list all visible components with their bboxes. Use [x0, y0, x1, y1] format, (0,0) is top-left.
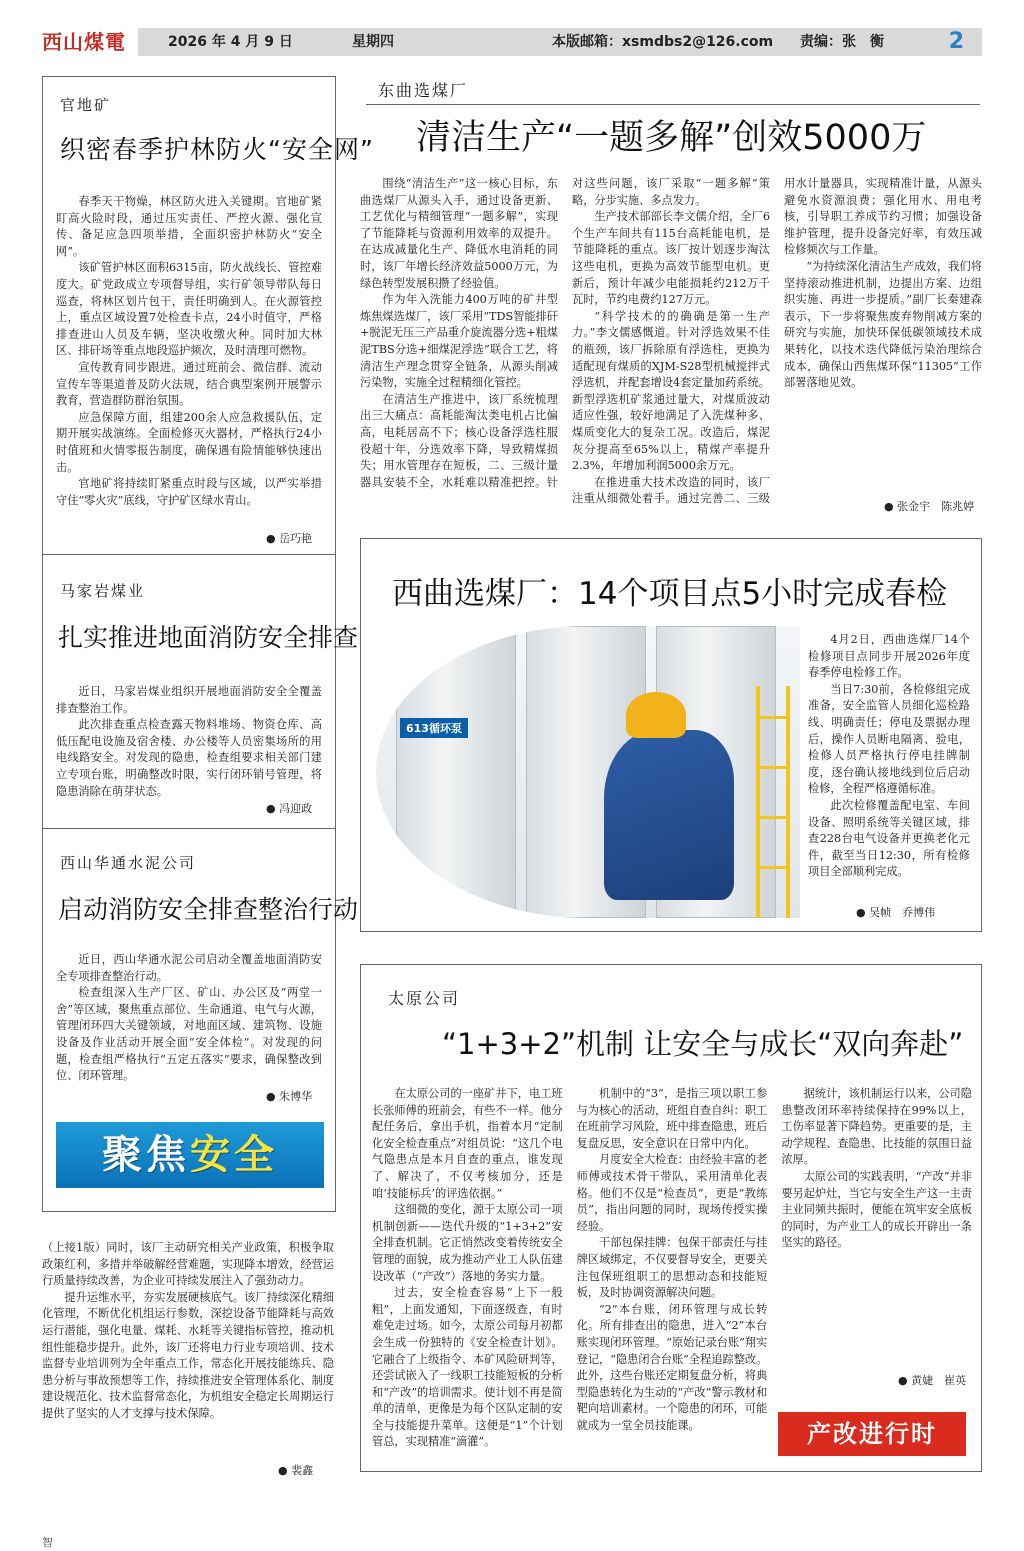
editor-name: 责编：张 衡: [800, 34, 884, 50]
paragraph: “科学技术的的确确是第一生产力。”李文儒感慨道。针对浮选效果不佳的瓶颈，该厂拆除原有浮选柱，更换为适配现有煤质的XJM-S28型机械搅拌式浮选机，并配套增设4套定量加药系统。新型浮选机矿浆通过量大，对煤质波动适应性强，较好地满足了入洗煤种多、煤质变化大的复杂工况。改造后，煤泥灰分提高至65%以上，精煤产率提升2.3%，年增加利润5000余万元。: [572, 309, 770, 473]
divider: [42, 828, 336, 829]
paragraph: “2”本台账，闭环管理与成长转化。所有排查出的隐患，进入“2”本台账实现闭环管理。“原始记录台账”翔实登记，“隐患闭合台账”全程追踪整改。此外，这些台账还定期复盘分析，将典型隐患转化为生动的“产改”警示教材和靶向培训素材。一个隐患的闭环，可能就成为一堂全员技能课。: [576, 1302, 768, 1432]
paragraph: 据统计，该机制运行以来，公司隐患整改闭环率持续保持在99%以上，工伤率显著下降趋势。更重要的是，主动学规程、查隐患、比技能的氛围日益浓厚。: [781, 1087, 972, 1167]
paragraph: 在太原公司的一座矿井下，电工班长张师傅的班前会，有些不一样。他分配任务后，拿出手机，指着本月“定制化安全检查重点”对组员说：“这几个电气隐患点是本月自查的重点，谁发现了、解决了，不仅考核加分，还是咱‘技能标兵’的评选依据。”: [372, 1087, 563, 1200]
majiayan-headline: 扎实推进地面消防安全排查: [58, 623, 359, 652]
paragraph: 月度安全大检查：由经验丰富的老师傅或技术骨干带队，采用清单化表格。他们不仅是“检查员”，更是“教练员”，指出问题的同时，现场传授实操经验。: [576, 1153, 768, 1233]
paragraph: 春季天干物燥，林区防火进入关键期。官地矿紧盯高火险时段，通过压实责任、严控火源、强化宣传、备足应急四项举措，全面织密护林防火“安全网”。: [56, 195, 322, 258]
editor-email[interactable]: 本版邮箱：xsmdbs2@126.com: [552, 34, 774, 50]
majiayan-kicker: 马家岩煤业: [60, 582, 146, 600]
paragraph: 机制中的“3”，是指三项以职工参与为核心的活动，班组自查自纠：职工在班前学习风险，班中排查隐患，班后复盘反思，安全意识在日常中内化。: [576, 1087, 768, 1150]
paragraph: 生产技术部部长李文儒介绍，全厂6个生产车间共有115台高耗能电机，是节能降耗的重点。该厂按计划逐步淘汰这些电机，更换为高效节能型电机。更新后，预计年减少电能损耗约212万千瓦时，节约电费约127万元。: [572, 210, 770, 307]
huatong-body: [56, 952, 322, 1084]
paragraph: 过去，安全检查容易“上下一般粗”，上面发通知，下面逐级查，有时难免走过场。如今，太原公司每月初都会生成一份独特的《安全检查计划》。它融合了上级指令、本矿风险研判等，还尝试嵌入了一线职工技能短板的分析和“产改”的培训需求。使计划不再是简单的清单，更像是为每个区队定制的安全与技能提升菜单。这便是“1”个计划管总，实现精准“滴灌”。: [372, 1286, 563, 1449]
guandi-kicker: 官地矿: [60, 96, 112, 114]
dongqu-byline: ● 张金宇 陈兆婷: [884, 498, 974, 514]
continued-byline: ● 裴鑫: [278, 1462, 313, 1478]
paragraph: 作为年入洗能力400万吨的矿井型炼焦煤选煤厂，该厂采用“TDS智能排矸+脱泥无压三产品重介旋流器分选+粗煤泥TBS分选+细煤泥浮选”联合工艺，将清洁生产理念贯穿全链条，从源头削减污染物，实施全过程精细化管控。: [360, 293, 558, 390]
newspaper-logo: 西山煤電: [38, 24, 130, 60]
paragraph: 近日，马家岩煤业组织开展地面消防安全全覆盖排查整治工作。: [56, 685, 322, 715]
guandi-headline: 织密春季护林防火“安全网”: [60, 135, 374, 164]
paragraph: 应急保障方面，组建200余人应急救援队伍，定期开展实战演练。全面检修灭火器材，严格执行24小时值班和火情零报告制度，确保遇有险情能够快速出击。: [56, 410, 322, 474]
helmet-icon: [626, 692, 686, 738]
focus-label-a: 聚焦: [102, 1132, 190, 1178]
dongqu-kicker: 东曲选煤厂: [378, 81, 469, 100]
xiqu-body: [808, 632, 970, 914]
ladder-icon: [756, 686, 790, 918]
paragraph: 该矿管护林区面积6315亩，防火战线长、管控难度大。矿党政成立专项督导组，实行矿领导带队每日巡查，将林区划片包干，责任明确到人。在火源管控上，重点区域设置7处检查卡点，24小时值守，严格排查进山人员及车辆，坚决收缴火种。同时加大林区、排矸场等重点地段巡护频次，及时清理可燃物。: [56, 261, 322, 358]
guandi-byline: ● 岳巧艳: [266, 530, 312, 546]
paragraph: 在推进重大技术改造的同时，该厂注重从细微处着手。通过完善二、三级用水计量器具，实现精准计量，从源头避免水资源浪费；强化用水、用电考核，引导职工养成节约习惯；加强设备维护管理，提升设备完好率，有效压减检修频次与工作量。: [572, 177, 982, 506]
taiyuan-kicker: 太原公司: [388, 989, 461, 1008]
paragraph: 检查组深入生产厂区、矿山、办公区及“两堂一舍”等区域，聚焦重点部位、生命通道、电气与火源，管理闭环四大关键领域，对地面区域、建筑物、设施设备及作业活动开展全面“安全体检”。对发现的问题，检查组严格执行“五定五落实”要求，确保整改到位、闭环管理。: [56, 986, 322, 1083]
masthead: [38, 24, 982, 60]
taiyuan-headline: “1+3+2”机制 让安全与成长“双向奔赴”: [442, 1027, 964, 1061]
worker-figure: [604, 730, 734, 900]
paragraph: 此次排查重点检查露天物料堆场、物资仓库、高低压配电设施及宿舍楼、办公楼等人员密集场所的用电线路安全。对发现的隐患，检查组要求相关部门建立专项台账，明确整改时限，实行闭环销号管理，将隐患消除在萌芽状态。: [56, 718, 322, 798]
paragraph: 干部包保挂牌：包保干部责任与挂牌区域绑定，不仅要督导安全，更要关注包保班组职工的思想动态和技能短板，及时协调资源解决问题。: [576, 1236, 768, 1300]
paragraph: 提升运维水平，夯实发展硬核底气。该厂持续深化精细化管理，不断优化机组运行参数，深挖设备节能降耗与高效运行潜能，强化电量、煤耗、水耗等关键指标管控，推动机组性能稳步提升。此外，该厂还将电力行业专项培训、技术监督专业培训列为全年重点工作，常态化开展技能练兵、隐患分析与事故预想等工作，持续推进安全管理体系化、制度建设规范化、技术监督常态化，为机组安全稳定长周期运行提供了坚实的人才支撑与技术保障。: [42, 1290, 334, 1420]
majiayan-body: [56, 684, 322, 800]
equipment-label: 613循环泵: [400, 718, 468, 738]
xiqu-byline: ● 吴帧 乔博伟: [856, 904, 935, 920]
paragraph: 此次检修覆盖配电室、车间设备、照明系统等关键区域，排查228台电气设备并更换老化元件，截至当日12:30，所有检修项目全部顺利完成。: [808, 798, 970, 879]
paragraph: （上接1版）同时，该厂主动研究相关产业政策，积极争取政策红利，多措并举破解经营难题，实现降本增效，经营运行质量持续改善，为企业可持续发展注入了强劲动力。: [42, 1241, 334, 1288]
huatong-kicker: 西山华通水泥公司: [60, 854, 197, 872]
guandi-body: [56, 194, 322, 522]
reform-label: 产改进行时: [807, 1420, 937, 1448]
paragraph: 近日，西山华通水泥公司启动全覆盖地面消防安全专项排查整治行动。: [56, 953, 322, 983]
xiqu-headline: 西曲选煤厂：14个项目点5小时完成春检: [392, 576, 948, 612]
switchgear-cabinet: [396, 626, 516, 918]
divider: [42, 554, 336, 555]
reform-banner: [778, 1412, 966, 1456]
masthead-bar: [138, 28, 982, 56]
issue-date: 2026 年 4 月 9 日: [168, 34, 293, 50]
paragraph: 官地矿将持续盯紧重点时段与区域，以严实举措守住“零火灾”底线，守护矿区绿水青山。: [56, 477, 322, 507]
paragraph: 这细微的变化，源于太原公司一项机制创新——迭代升级的“1+3+2”安全排查机制。它正悄然改变着传统安全管理的面貌，成为推动产业工人队伍建设改革（“产改”）落地的务实力量。: [372, 1203, 563, 1283]
paragraph: 4月2日，西曲选煤厂14个检修项目点同步开展2026年度春季停电检修工作。: [808, 633, 970, 680]
focus-label-b: 安全: [190, 1132, 278, 1178]
page-number: 2: [948, 29, 964, 54]
taiyuan-body: [372, 1086, 972, 1454]
paragraph: “为持续深化清洁生产成效，我们将坚持滚动推进机制，边提出方案、边组织实施、再进一步提质。”副厂长秦建森表示，下一步将聚焦废弃物削减方案的研究与实施，加快环保低碳领域技术成果转化，以技术迭代降低污染治理综合成本，确保山西焦煤环保“11305”工作部署落地见效。: [784, 259, 982, 390]
focus-safety-banner: [56, 1122, 324, 1188]
paragraph: 在清洁生产推进中，该厂系统梳理出三大痛点：高耗能淘汰类电机占比偏高，电耗居高不下；核心设备浮选柱服役超十年，分选效率下降，导致精煤损失；用水管理存在短板，二、三级计量器具安装不全，水耗难以精准把控。针对这些问题，该厂采取“一题多解”策略，分步实施、多点发力。: [360, 177, 770, 489]
paragraph: 当日7:30前，各检修组完成准备，安全监管人员细化巡检路线、明确责任；停电及票据办理后，操作人员断电隔离、验电，检修人员严格执行停电挂牌制度，逐台确认接地线到位后启动检修，全程严格遵循标准。: [808, 682, 970, 796]
paragraph: 围绕“清洁生产”这一核心目标，东曲选煤厂从源头入手，通过设备更新、工艺优化与精细管理“一题多解”，实现了节能降耗与资源利用效率的双提升。在达成减量化生产、降低水电消耗的同时，该厂年增长经济效益5000万元，为绿色转型发展积攒了经验值。: [360, 177, 558, 290]
divider: [366, 104, 980, 105]
dongqu-body: [360, 176, 982, 518]
majiayan-byline: ● 冯迎政: [266, 800, 312, 816]
taiyuan-byline: ● 黄婕 崔英: [898, 1372, 966, 1388]
issue-weekday: 星期四: [352, 34, 394, 50]
footer-mark: 智: [42, 1536, 53, 1549]
huatong-headline: 启动消防安全排查整治行动: [58, 895, 359, 924]
huatong-byline: ● 朱博华: [266, 1088, 312, 1104]
inspection-photo: [376, 626, 800, 918]
continued-body: [42, 1240, 334, 1462]
dongqu-headline: 清洁生产“一题多解”创效5000万: [416, 118, 927, 158]
paragraph: 太原公司的实践表明，“产改”并非要另起炉灶，当它与安全生产这一主责主业同频共振时，便能在筑牢安全底板的同时，为产业工人的成长开辟出一条坚实的路径。: [781, 1169, 972, 1250]
paragraph: 宣传教育同步跟进。通过班前会、微信群、流动宣传车等渠道普及防火法规，结合典型案例开展警示教育，营造群防群治氛围。: [56, 360, 322, 408]
